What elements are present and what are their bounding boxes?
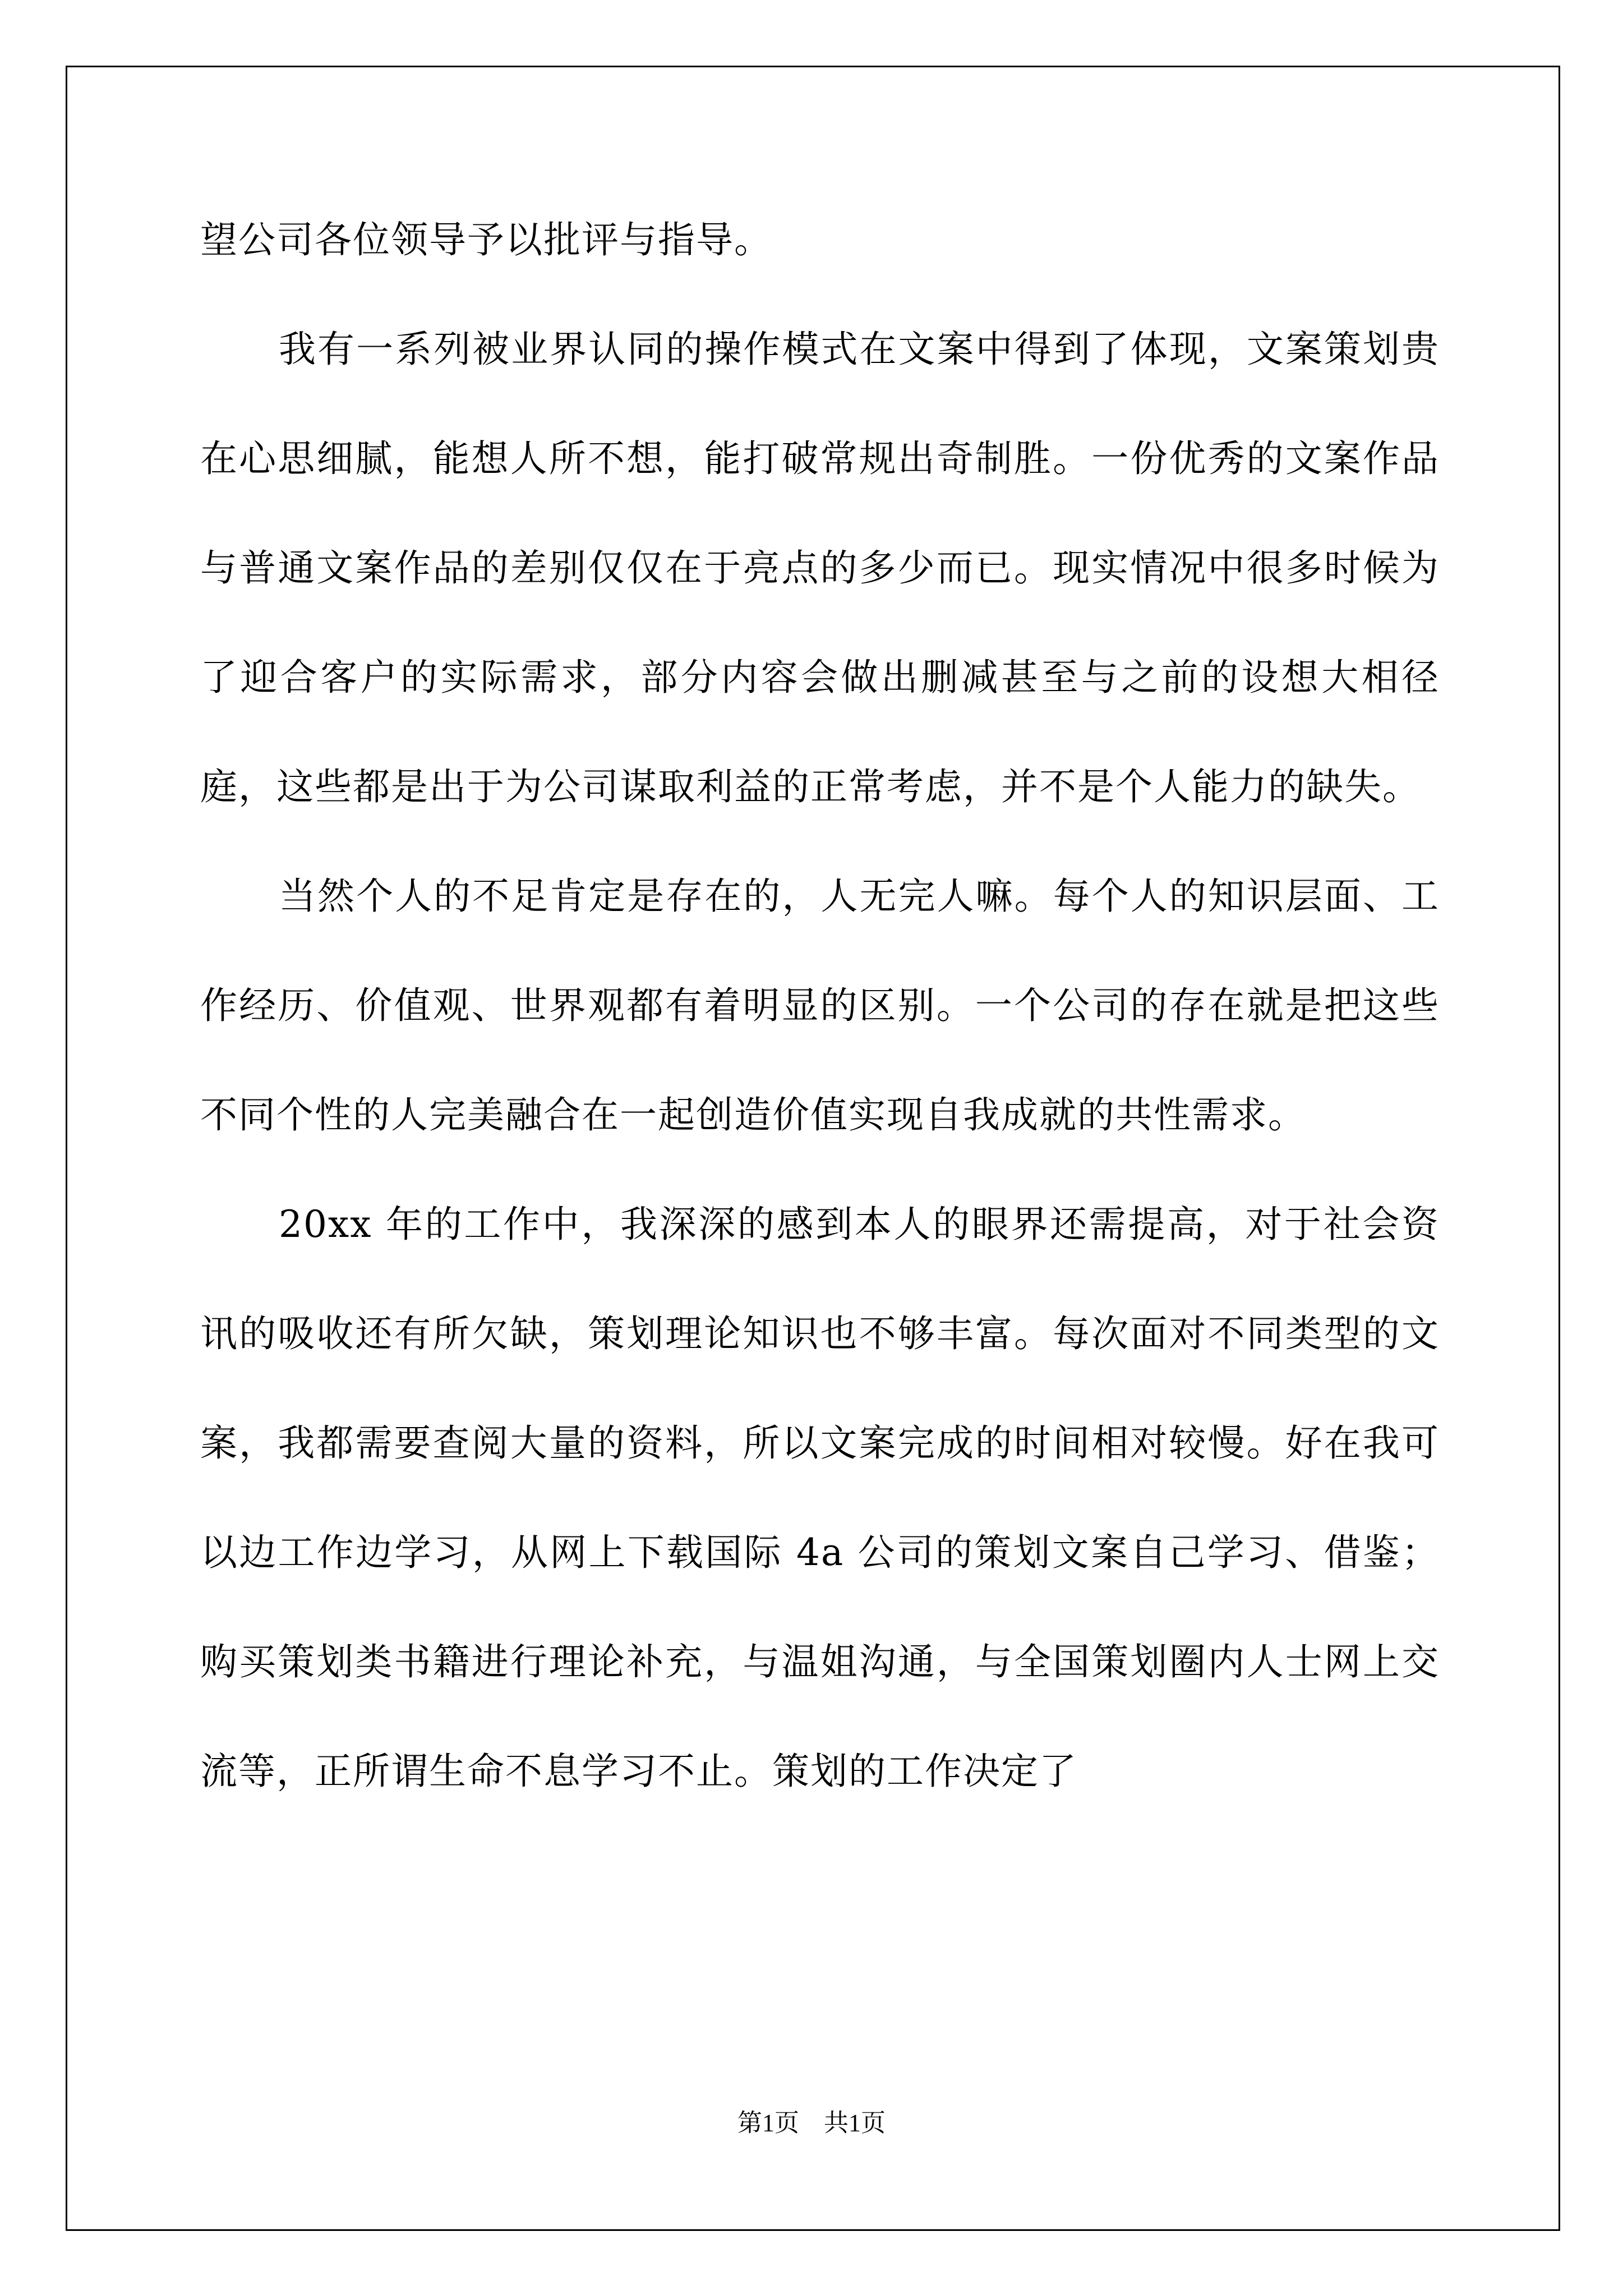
document-body [200, 185, 1440, 1826]
paragraph-1: 望公司各位领导予以批评与指导。 [200, 218, 772, 261]
paragraph-2: 我有一系列被业界认同的操作模式在文案中得到了体现，文案策划贵在心思细腻，能想人所不想，能打破常规出奇制胜。一份优秀的文案作品与普通文案作品的差别仅仅在于亮点的多少而已。现实情况中很多时候为了迎合客户的实际需求，部分内容会做出删减甚至与之前的设想大相径庭，这些都是出于为公司谋取利益的正常考虑，并不是个人能力的缺失。 [200, 328, 1440, 808]
page-footer: 第1页 共1页 [737, 2109, 886, 2137]
paragraph-3: 当然个人的不足肯定是存在的，人无完人嘛。每个人的知识层面、工作经历、价值观、世界观都有着明显的区别。一个公司的存在就是把这些不同个性的人完美融合在一起创造价值实现自我成就的共性需求。 [200, 875, 1440, 1137]
paragraph-4: 20xx 年的工作中，我深深的感到本人的眼界还需提高，对于社会资讯的吸收还有所欠缺，策划理论知识也不够丰富。每次面对不同类型的文案，我都需要查阅大量的资料，所以文案完成的时间相对较慢。好在我可以边工作边学习，从网上下载国际 4a 公司的策划文案自己学习、借鉴；购买策划类书籍进行理论补充，与温姐沟通，与全国策划圈内人士网上交流等，正所谓生命不息学习不止。策划的工作决定了 [200, 1203, 1440, 1793]
